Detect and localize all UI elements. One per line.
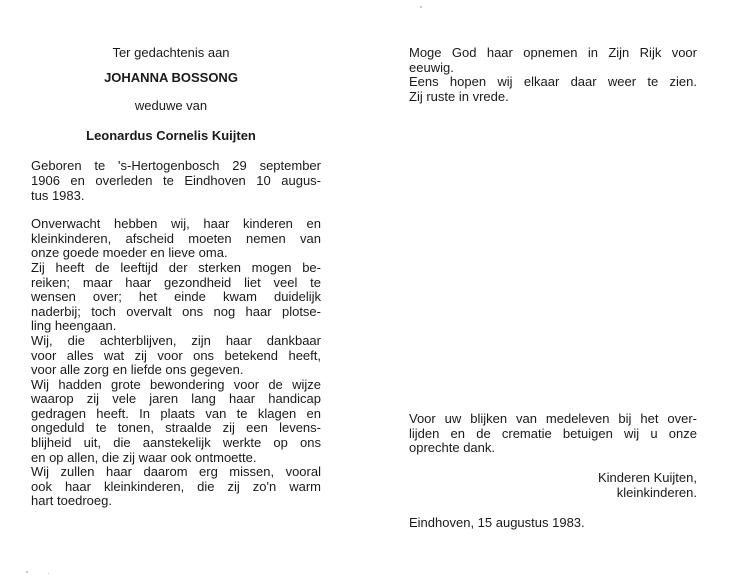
text-line: Geboren te 's-Hertogenbosch 29 september: [31, 158, 321, 174]
text-line: tus 1983.: [31, 187, 85, 203]
text-line: eeuwig.: [409, 59, 454, 75]
text-line: ling heengaan.: [31, 318, 117, 334]
text-line: lijden en de crematie betuigen wij u onze: [409, 425, 697, 441]
text-line: 1906 en overleden te Eindhoven 10 augus-: [31, 172, 321, 188]
left-column: [31, 46, 321, 509]
print-speck: [26, 571, 28, 573]
prayer-paragraph: [409, 46, 697, 104]
text-line: onze goede moeder en lieve oma.: [31, 245, 228, 261]
signature-line: kleinkinderen.: [616, 485, 697, 500]
intro-text: Ter gedachtenis aan: [112, 45, 230, 60]
text-line: Zij heeft de leeftijd der sterken mogen be-: [31, 259, 321, 275]
signature-block: [598, 470, 697, 500]
print-speck: [420, 6, 422, 8]
birth-death-paragraph: [31, 159, 321, 203]
text-line: blijheid uit, die aanstekelijk werkte op ons: [31, 435, 321, 451]
deceased-name: JOHANNA BOSSONG: [104, 69, 238, 85]
text-line: naderbij; toch overvalt ons nog haar plotse-: [31, 303, 321, 319]
signature-line: Kinderen Kuijten,: [597, 470, 697, 485]
husband-name: Leonardus Cornelis Kuijten: [86, 127, 256, 143]
text-line: waarop zij vele jaren lang haar handicap: [31, 391, 321, 407]
print-speck: [48, 573, 49, 574]
text-line: Zij ruste in vrede.: [409, 88, 509, 104]
text-line: Eens hopen wij elkaar daar weer te zien.: [409, 74, 697, 90]
text-line: reiken; maar haar gezondheid liet veel te: [31, 274, 321, 290]
text-line: hart toedroeg.: [31, 493, 112, 509]
text-line: en op allen, die zij waar ook ontmoette.: [31, 449, 257, 465]
text-line: Onverwacht hebben wij, haar kinderen en: [31, 216, 321, 232]
text-line: gedragen heeft. In plaats van te klagen en: [31, 405, 321, 421]
text-line: voor alles wat zij voor ons betekend heeft,: [31, 347, 321, 363]
text-line: Wij hadden grote bewondering voor de wijze: [31, 376, 321, 392]
right-column: [409, 46, 697, 104]
thanks-paragraph: [409, 412, 697, 456]
text-line: oprechte dank.: [409, 440, 496, 456]
text-line: Voor uw blijken van medeleven bij het over-: [409, 411, 697, 426]
spacer: [31, 203, 321, 217]
widow-of-text: weduwe van: [134, 98, 208, 114]
text-line: Moge God haar opnemen in Zijn Rijk voor: [409, 45, 697, 60]
place-date: Eindhoven, 15 augustus 1983.: [409, 515, 585, 530]
tribute-paragraph: [31, 217, 321, 509]
text-line: ongeduld te tonen, straalde zij een levens-: [31, 420, 321, 436]
text-line: Wij zullen haar daarom erg missen, vooral: [31, 464, 321, 480]
text-line: Wij, die achterblijven, zijn haar dankbaar: [31, 332, 321, 348]
text-line: ook haar kleinkinderen, die zij zo'n warm: [31, 478, 321, 494]
text-line: voor alle zorg en liefde ons gegeven.: [31, 362, 244, 378]
text-line: kleinkinderen, afscheid moeten nemen van: [31, 230, 321, 246]
text-line: wensen over; het einde kwam duidelijk: [31, 289, 321, 305]
